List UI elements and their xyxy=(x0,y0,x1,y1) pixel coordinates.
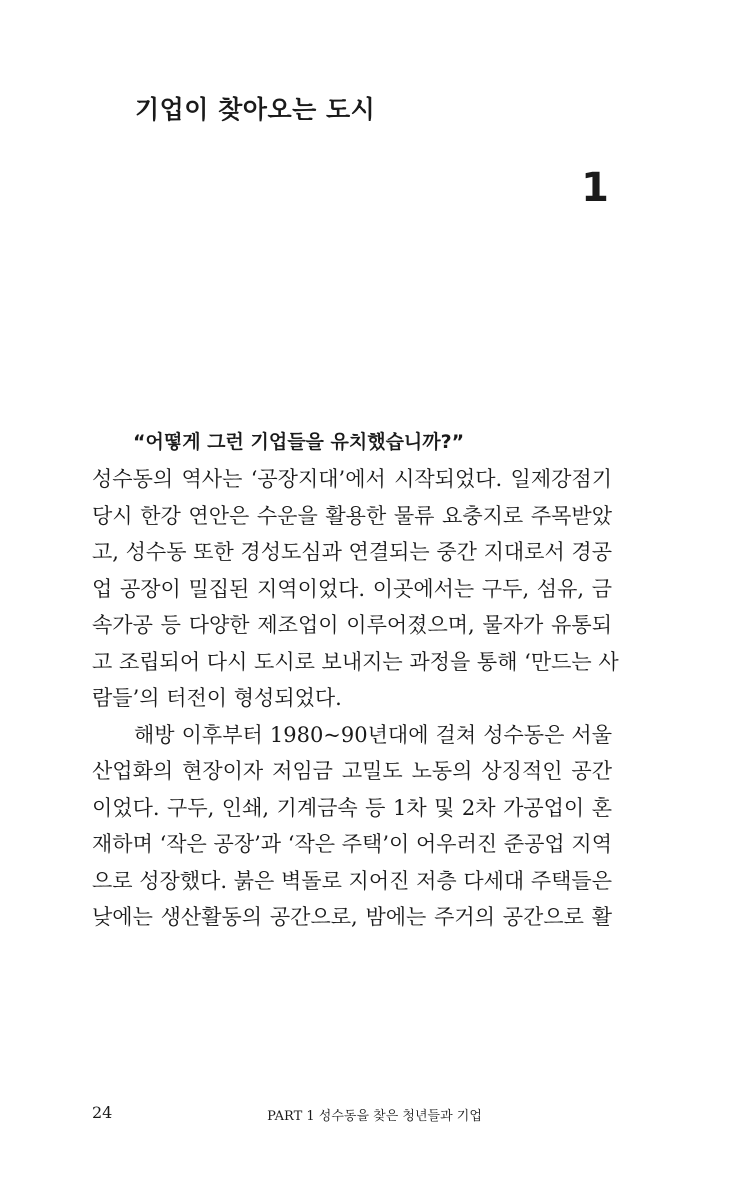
text-line: 속가공 등 다양한 제조업이 이루어졌으며, 물자가 유통되 xyxy=(92,613,612,637)
text-line: 이었다. 구두, 인쇄, 기계금속 등 1차 및 2차 가공업이 혼 xyxy=(92,795,612,820)
text-line: 산업화의 현장이자 저임금 고밀도 노동의 상징적인 공간 xyxy=(92,759,612,783)
body-text xyxy=(92,461,619,936)
text-line: 으로 성장했다. 붉은 벽돌로 지어진 저층 다세대 주택들은 xyxy=(92,868,612,893)
text-line: 당시 한강 연안은 수운을 활용한 물류 요충지로 주목받았 xyxy=(92,503,612,528)
chapter-title: 기업이 찾아오는 도시 xyxy=(135,95,376,124)
running-head: PART 1 성수동을 찾은 청년들과 기업 xyxy=(267,1109,482,1124)
paragraph xyxy=(92,461,619,717)
text-line: 고 조립되어 다시 도시로 보내지는 과정을 통해 ‘만드는 사 xyxy=(92,649,619,674)
text-line: 해방 이후부터 1980~90년대에 걸쳐 성수동은 서울 xyxy=(134,722,612,747)
section-heading: “어떻게 그런 기업들을 유치했습니까?” xyxy=(133,431,465,453)
chapter-number: 1 xyxy=(581,165,609,211)
text-line: 업 공장이 밀집된 지역이었다. 이곳에서는 구두, 섬유, 금 xyxy=(92,576,612,601)
text-line: 재하며 ‘작은 공장’과 ‘작은 주택’이 어우러진 준공업 지역 xyxy=(92,832,612,856)
text-line: 람들’의 터전이 형성되었다. xyxy=(92,686,342,710)
paragraph xyxy=(92,717,612,936)
text-line: 성수동의 역사는 ‘공장지대’에서 시작되었다. 일제강점기 xyxy=(92,467,612,491)
text-line: 낮에는 생산활동의 공간으로, 밤에는 주거의 공간으로 활 xyxy=(92,905,612,929)
page-number: 24 xyxy=(92,1103,113,1122)
text-line: 고, 성수동 또한 경성도심과 연결되는 중간 지대로서 경공 xyxy=(92,540,612,564)
